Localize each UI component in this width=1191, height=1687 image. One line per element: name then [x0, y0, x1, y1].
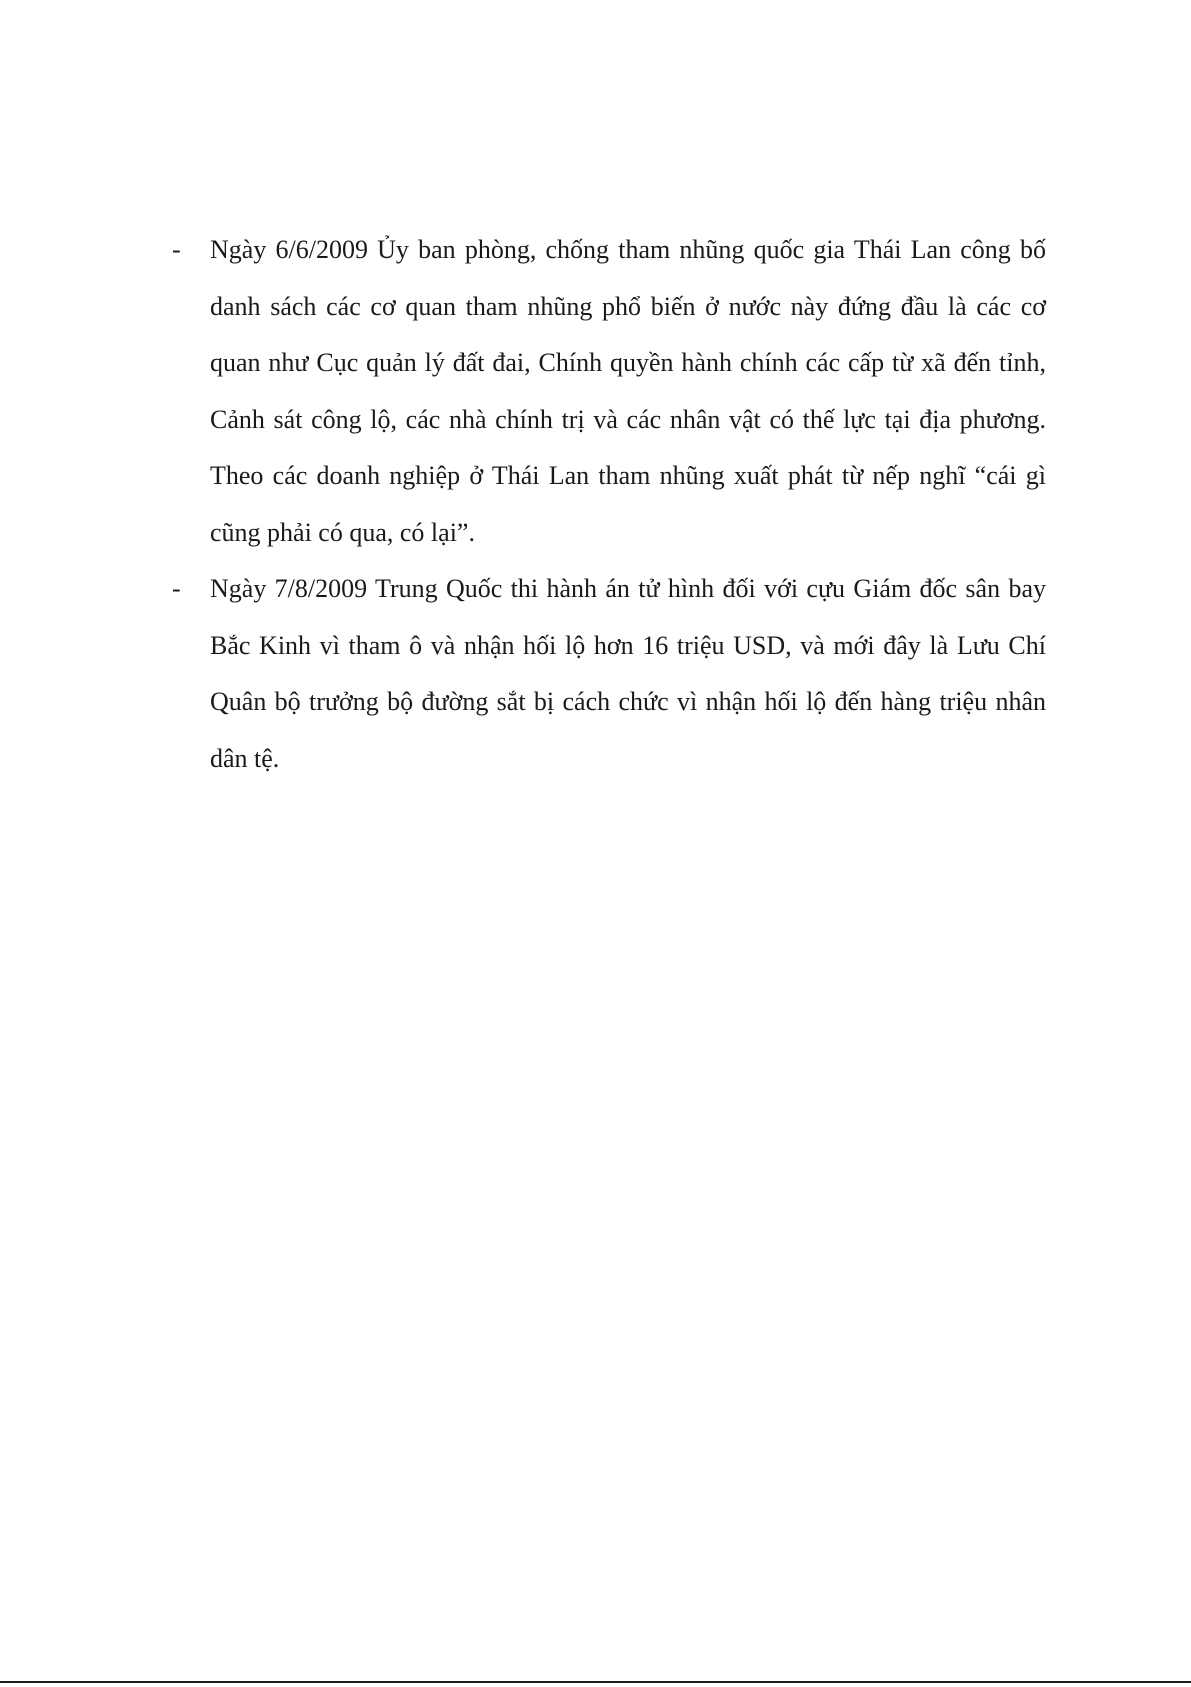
page-bottom-rule	[0, 1681, 1191, 1687]
bullet-list	[172, 222, 1046, 787]
paragraph-text: Ngày 6/6/2009 Ủy ban phòng, chống tham nhũng quốc gia Thái Lan công bố danh sách các cơ quan tham nhũng phổ biến ở nước này đứng đầu là các cơ quan như Cục quản lý đất đai, Chính quyền hành chính các cấp từ xã đến tỉnh, Cảnh sát công lộ, các nhà chính trị và các nhân vật có thế lực tại địa phương. Theo các doanh nghiệp ở Thái Lan tham nhũng xuất phát từ nếp nghĩ “cái gì cũng phải có qua, có lại”.	[210, 235, 1046, 547]
list-item	[172, 222, 1046, 561]
list-item	[172, 561, 1046, 787]
dash-marker: -	[172, 235, 181, 264]
paragraph-text: Ngày 7/8/2009 Trung Quốc thi hành án tử hình đối với cựu Giám đốc sân bay Bắc Kinh vì tham ô và nhận hối lộ hơn 16 triệu USD, và mới đây là Lưu Chí Quân bộ trưởng bộ đường sắt bị cách chức vì nhận hối lộ đến hàng triệu nhân dân tệ.	[210, 574, 1046, 773]
dash-marker: -	[172, 574, 181, 603]
